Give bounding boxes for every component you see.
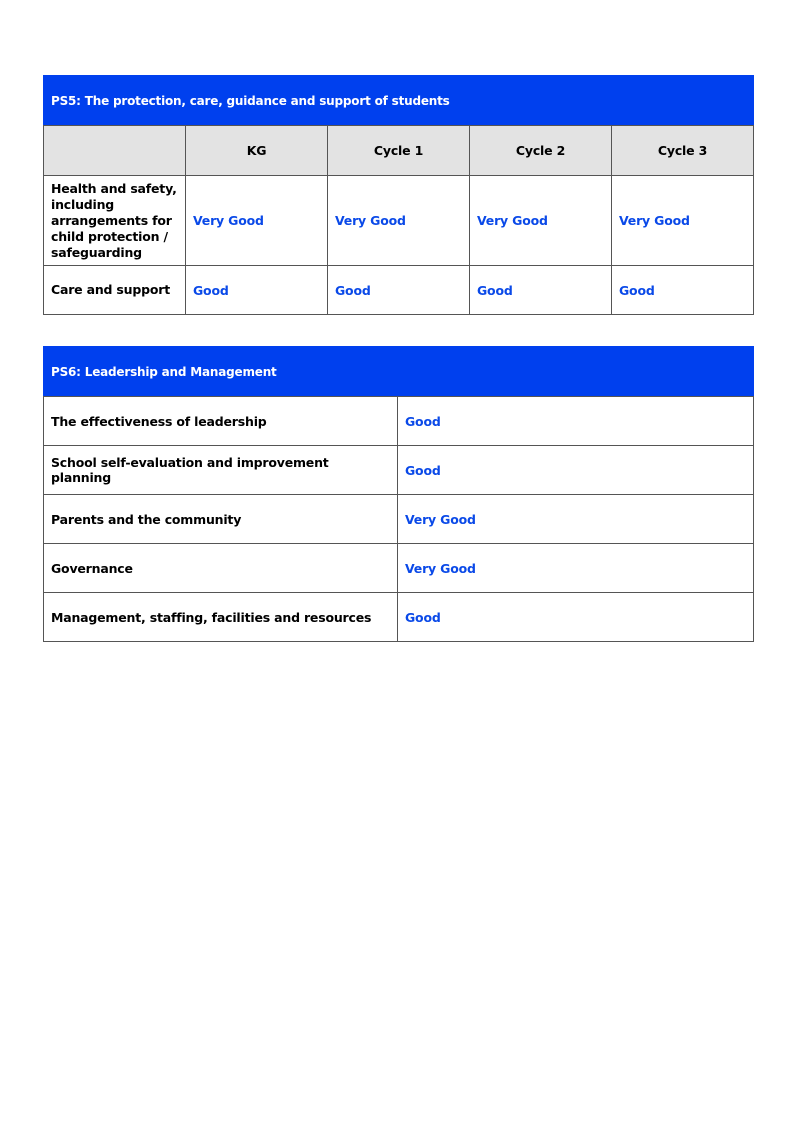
column-header-cycle-3: Cycle 3 xyxy=(612,126,754,176)
rating-cycle-3: Good xyxy=(612,266,754,315)
ps5-column-header-row xyxy=(44,126,754,176)
table-row xyxy=(44,397,754,446)
row-label-leadership: The effectiveness of leadership xyxy=(44,397,398,446)
row-label-governance: Governance xyxy=(44,544,398,593)
table-row xyxy=(44,593,754,642)
column-header-empty xyxy=(44,126,186,176)
table-row xyxy=(44,495,754,544)
rating-value: Very Good xyxy=(398,544,754,593)
rating-value: Good xyxy=(398,446,754,495)
rating-cycle-3: Very Good xyxy=(612,176,754,266)
rating-kg: Very Good xyxy=(186,176,328,266)
row-label-health-safety: Health and safety, including arrangements for child protection / safeguarding xyxy=(44,176,186,266)
column-header-cycle-1: Cycle 1 xyxy=(328,126,470,176)
ps5-table xyxy=(43,75,754,315)
row-label-management: Management, staffing, facilities and resources xyxy=(44,593,398,642)
ps6-header-row xyxy=(44,347,754,397)
row-label-care-support: Care and support xyxy=(44,266,186,315)
ps5-title: PS5: The protection, care, guidance and support of students xyxy=(44,76,754,126)
column-header-cycle-2: Cycle 2 xyxy=(470,126,612,176)
rating-cycle-1: Very Good xyxy=(328,176,470,266)
rating-value: Very Good xyxy=(398,495,754,544)
rating-cycle-1: Good xyxy=(328,266,470,315)
table-row xyxy=(44,544,754,593)
row-label-self-evaluation: School self-evaluation and improvement planning xyxy=(44,446,398,495)
rating-cycle-2: Good xyxy=(470,266,612,315)
rating-value: Good xyxy=(398,593,754,642)
column-header-kg: KG xyxy=(186,126,328,176)
rating-kg: Good xyxy=(186,266,328,315)
rating-cycle-2: Very Good xyxy=(470,176,612,266)
ps5-header-row xyxy=(44,76,754,126)
rating-value: Good xyxy=(398,397,754,446)
table-row xyxy=(44,266,754,315)
row-label-parents-community: Parents and the community xyxy=(44,495,398,544)
table-row xyxy=(44,176,754,266)
table-row xyxy=(44,446,754,495)
ps6-table xyxy=(43,346,754,642)
ps6-title: PS6: Leadership and Management xyxy=(44,347,754,397)
